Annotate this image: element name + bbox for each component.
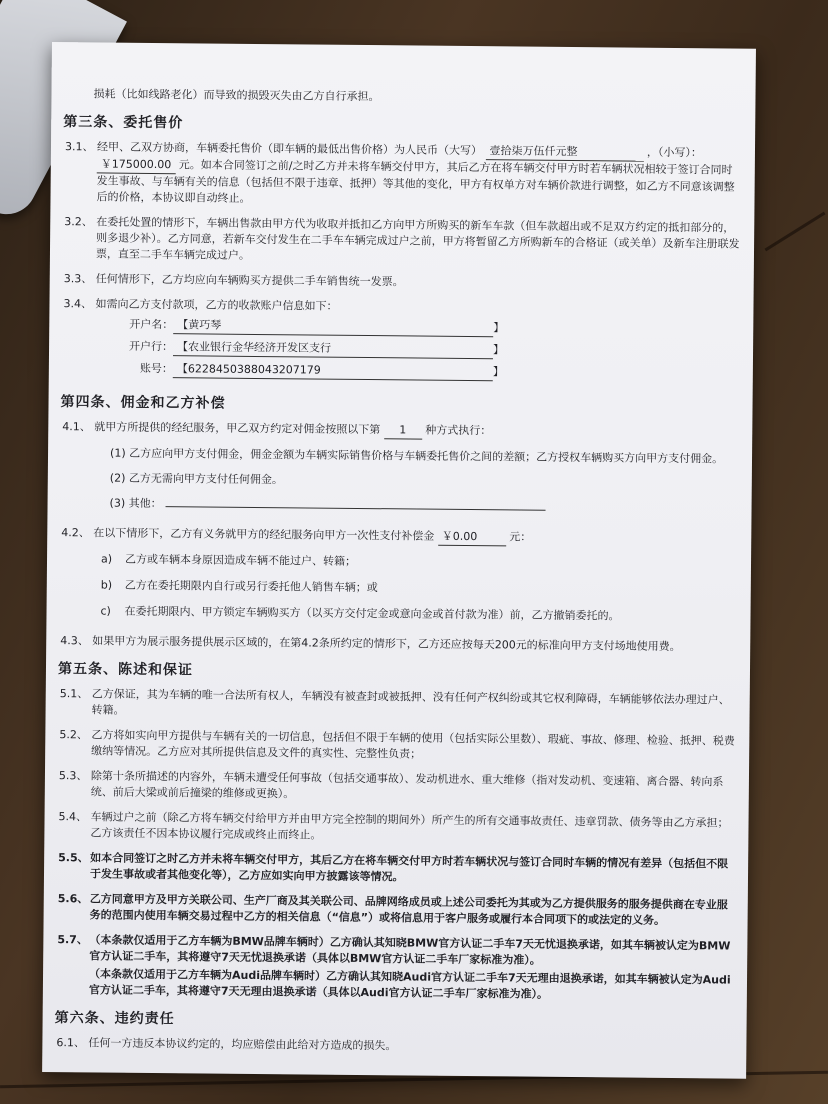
clause-5-2: [57, 727, 737, 766]
floor-seam: [765, 212, 826, 252]
commission-option-2: [60, 470, 740, 493]
clause-text: 乙方保证，其为车辆的唯一合法所有权人，车辆没有被查封或被抵押、没有任何产权纠纷或其它权利障碍，车辆能够依法办理过户、转籍。: [91, 687, 730, 717]
clause-number: 5.3、: [58, 769, 88, 783]
clause-number: 5.7、: [57, 933, 88, 947]
clause-4-3: [58, 633, 738, 656]
clause-text: 如果甲方为展示服务提供展示区域的，在第4.2条所约定的情形下，乙方还应按每天200元的标准向甲方支付场地使用费。: [92, 634, 681, 654]
condition-b: [59, 577, 739, 600]
clause-text: 在委托处置的情形下，车辆出售款由甲方代为收取并抵扣乙方向甲方所购买的新车车款（但车款超出或不足双方约定的抵扣部分的，则多退少补）。乙方同意，若新车交付发生在二手车车辆完成过户之前，甲方将暂留乙方所购新车的合格证（或关单）及新车注册联发票，直至二手车车辆完成过户。: [95, 215, 740, 262]
account-number-value: 6228450388043207179: [187, 362, 321, 377]
clause-3-1: [62, 139, 743, 212]
clause-4-1: [60, 419, 740, 443]
document-body: [54, 86, 743, 1066]
clause-number: 3.2、: [64, 215, 93, 229]
item-text: 乙方在委托期限内自行或另行委托他人销售车辆；或: [124, 578, 378, 595]
section-3-title: 第三条、委托售价: [63, 114, 184, 132]
clause-number: 3.3、: [63, 272, 93, 286]
bracket-close: 】: [493, 321, 505, 335]
clause-number: 3.4、: [63, 297, 93, 311]
clause-number: 5.6、: [57, 892, 89, 906]
commission-option-3: [59, 495, 739, 518]
clause-text: 经甲、乙双方协商，车辆委托售价（即车辆的最低出售价格）为人民币（大写）: [96, 140, 483, 158]
clause-text: （本条款仅适用于乙方车辆为BMW品牌车辆时）乙方确认其知晓BMW官方认证二手车7天无忧退换承诺，如其车辆被认定为BMW官方认证二手车，其将遵守7天无忧退换承诺（具体以BMW官方认证二手车厂家标准为准）。: [89, 933, 731, 967]
condition-a: [59, 551, 739, 574]
commission-option-1: [60, 445, 740, 468]
clause-3-4: [61, 296, 741, 319]
account-name-value: 黄巧琴: [188, 318, 222, 332]
clause-text: 元。如本合同签订之前/之时乙方并未将车辆交付甲方，其后乙方在将车辆交付甲方时若车辆状况相较于签订合同时发生事故、与车辆有关的信息（包括但不限于违章、抵押）等其他的变化，甲方有权单方对车辆价款进行调整，如乙方不同意该调整后的价格，本协议即自动终止。: [96, 158, 735, 205]
condition-c: [58, 603, 738, 626]
item-key: c): [100, 604, 111, 618]
item-key: b): [100, 578, 113, 592]
clause-4-2: [59, 525, 739, 549]
clause-number: 4.3、: [60, 634, 89, 648]
contract-page: [42, 42, 756, 1079]
clause-text: 车辆过户之前（除乙方将车辆交付给甲方并由甲方完全控制的期间外）所产生的所有交通事故责任、违章罚款、债务等由乙方承担；乙方该责任不因本协议履行完成或终止而终止。: [90, 810, 729, 842]
clause-5-4: [56, 809, 736, 848]
price-lowercase: ￥175000.00: [97, 156, 176, 174]
clause-number: 4.1、: [62, 420, 91, 434]
clause-number: 5.1、: [59, 687, 89, 701]
clause-5-7-audi: [55, 966, 735, 1005]
option-text: (3) 其他：: [109, 496, 162, 511]
bracket-open: 【: [177, 318, 189, 332]
clause-text: 除第十条所描述的内容外，车辆未遭受任何事故（包括交通事故）、发动机进水、重大维修（指对发动机、变速箱、离合器、转向系统、前后大梁或前后撞梁的维修或更换）。: [90, 769, 724, 801]
intro-text: 损耗（比如线路老化）而导致的损毁灭失由乙方自行承担。: [93, 87, 380, 104]
clause-text: 就甲方所提供的经纪服务，甲乙双方约定对佣金按照以下第: [94, 420, 381, 437]
bank-name-value: 农业银行金华经济开发区支行: [188, 340, 332, 355]
clause-number: 3.1、: [64, 140, 94, 154]
clause-3-2: [62, 214, 742, 269]
intro-paragraph: [63, 86, 743, 109]
section-6-title: 第六条、违约责任: [54, 1010, 175, 1028]
section-5-title: 第五条、陈述和保证: [57, 661, 194, 679]
bank-name-label: 开户行：: [129, 339, 174, 354]
clause-5-5: [56, 850, 736, 889]
clause-5-6: [56, 891, 736, 930]
clause-5-1: [58, 686, 738, 725]
clause-text: （本条款仅适用于乙方车辆为Audi品牌车辆时）乙方确认其知晓Audi官方认证二手车7天无理由退换承诺，如其车辆被认定为Audi官方认证二手车，其将遵守7天无理由退换承诺（具体以Audi官方认证二手车厂家标准为准）。: [88, 967, 731, 1001]
clause-text: 在以下情形下，乙方有义务就甲方的经纪服务向甲方一次性支付补偿金: [93, 526, 435, 543]
clause-text: 任何情形下，乙方均应向车辆购买方提供二手车销售统一发票。: [95, 272, 404, 289]
account-number-label: 账号：: [139, 361, 173, 376]
clause-text: 乙方将如实向甲方提供与车辆有关的一切信息，包括但不限于车辆的使用（包括实际公里数）、瑕疵、事故、修理、检验、抵押、税费缴纳等情况。乙方应对其所提供信息及文件的真实性、完整性负责；: [91, 728, 735, 761]
clause-number: 5.4、: [58, 810, 88, 824]
option-text: (2) 乙方无需向甲方支付任何佣金。: [109, 471, 283, 487]
commission-option-choice: 1: [384, 422, 422, 439]
item-key: a): [100, 552, 113, 566]
option-text: (1) 乙方应向甲方支付佣金，佣金金额为车辆实际销售价格与车辆委托售价之间的差额；乙方授权车辆购买方向甲方支付佣金。: [109, 446, 724, 466]
clause-text: 如本合同签订之时乙方并未将车辆交付甲方，其后乙方在将车辆交付甲方时若车辆状况与签订合同时车辆的情况有差异（包括但不限于发生事故或者其他变化等），乙方应如实向甲方披露该等情况。: [89, 851, 729, 884]
clause-number: 6.1、: [56, 1036, 85, 1050]
clause-number: 5.2、: [59, 728, 88, 742]
clause-text: 乙方同意甲方及甲方关联公司、生产厂商及其关联公司、品牌网络成员或上述公司委托为其或为乙方提供服务的服务提供商在专业服务的范围内使用车辆交易过程中乙方的相关信息（“信息”）或将信息用于客户服务或履行本合同项下的或法定的义务。: [89, 892, 728, 927]
clause-text: 种方式执行：: [425, 423, 492, 438]
item-text: 乙方或车辆本身原因造成车辆不能过户、转籍；: [124, 552, 357, 568]
bracket-close: 】: [492, 365, 504, 379]
clause-5-7-bmw: [55, 932, 735, 971]
clause-number: 4.2、: [61, 526, 90, 540]
account-name-label: 开户名：: [129, 317, 174, 332]
clause-text: 元：: [509, 530, 532, 544]
bracket-open: 【: [177, 340, 189, 354]
price-uppercase: 壹拾柒万伍仟元整: [485, 143, 643, 162]
clause-5-3: [57, 768, 737, 807]
clause-text: 任何一方违反本协议约定的，均应赔偿由此给对方造成的损失。: [88, 1036, 397, 1053]
compensation-amount: ￥0.00: [438, 529, 506, 547]
account-number-field: [115, 361, 741, 389]
other-blank-line: [165, 506, 545, 511]
bracket-close: 】: [493, 343, 505, 357]
clause-3-3: [62, 271, 742, 294]
clause-text: ，（小写）：: [646, 145, 703, 160]
clause-number: 5.5、: [58, 851, 89, 865]
clause-6-1: [54, 1035, 734, 1058]
item-text: 在委托期限内、甲方锁定车辆购买方（以买方交付定金或意向金或首付款为准）前，乙方撤销委托的。: [124, 604, 620, 623]
section-4-title: 第四条、佣金和乙方补偿: [60, 394, 226, 412]
bracket-open: 【: [176, 362, 188, 376]
clause-text: 如需向乙方支付款项，乙方的收款账户信息如下：: [95, 297, 338, 313]
